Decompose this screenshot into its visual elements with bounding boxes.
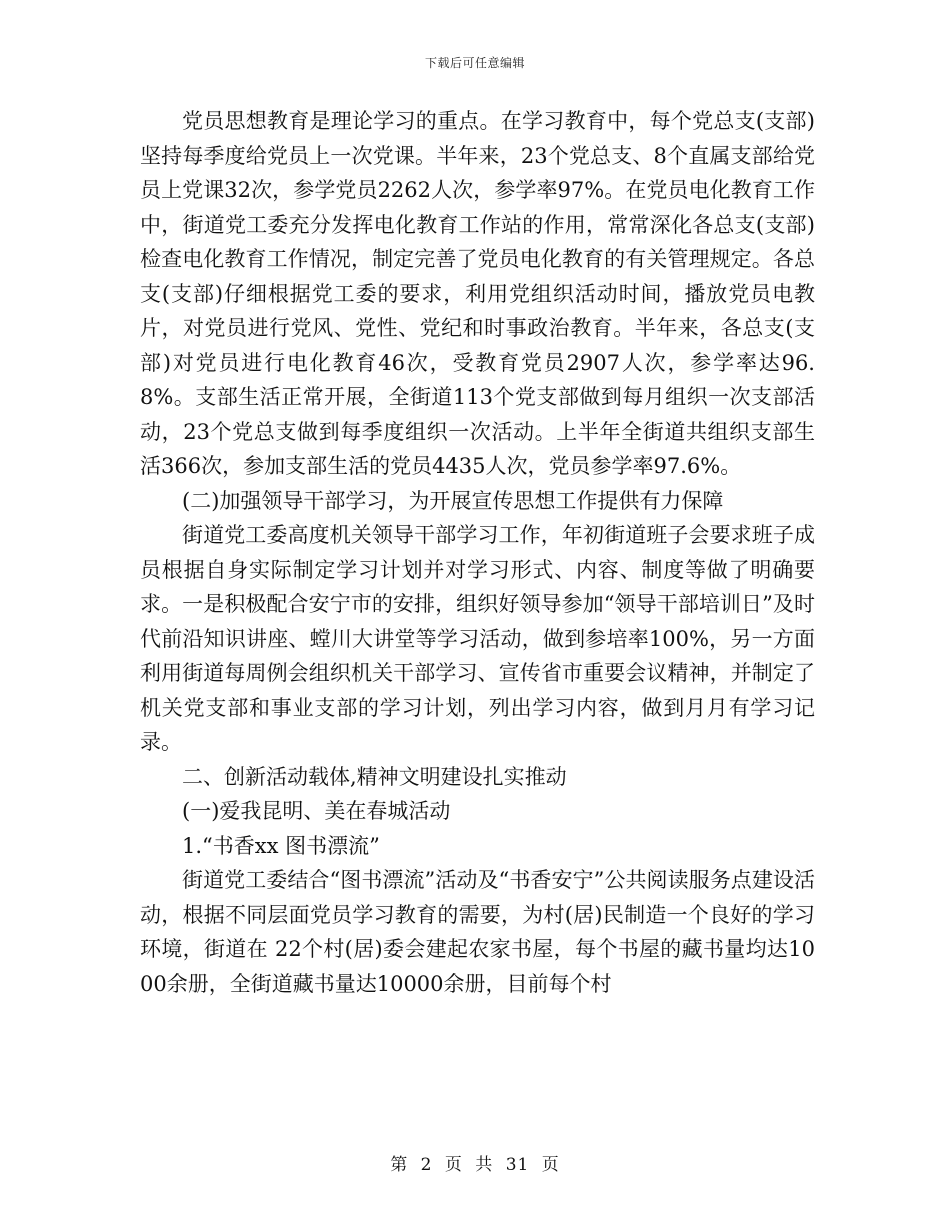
item-heading-book-drift: 1.“书香xx 图书漂流” [182,833,380,858]
page-header: 下载后可任意编辑 [424,56,525,70]
paragraph-book-drift: 街道党工委结合“图书漂流”活动及“书香安宁”公共阅读服务点建设活动，根据不同层面党员学习教育的需要，为村(居)民制造一个良好的学习环境，街道在 22个村(居)委会建起农家书屋，每个书屋的藏书量均达1000余册，全街道藏书量达10000余册，目前每个村 [140,868,815,996]
paragraph-leadership-study: 街道党工委高度机关领导干部学习工作，年初街道班子会要求班子成员根据自身实际制定学习计划并对学习形式、内容、制度等做了明确要求。一是积极配合安宁市的安排，组织好领导参加“领导干部培训日”及时代前沿知识讲座、螳川大讲堂等学习活动，做到参培率100%，另一方面利用街道每周例会组织机关干部学习、宣传省市重要会议精神，并制定了机关党支部和事业支部的学习计划，列出学习内容，做到月月有学习记录。 [140,523,815,754]
subheading-love-kunming: (一)爱我昆明、美在春城活动 [182,799,451,823]
page-number-footer: 第 2 页 共 31 页 [390,1155,560,1175]
paragraph-party-education: 党员思想教育是理论学习的重点。在学习教育中，每个党总支(支部)坚持每季度给党员上一次党课。半年来，23个党总支、8个直属支部给党员上党课32次，参学党员2262人次，参学率97%。在党员电化教育工作中，街道党工委充分发挥电化教育工作站的作用，常常深化各总支(支部)检查电化教育工作情况，制定完善了党员电化教育的有关管理规定。各总支(支部)仔细根据党工委的要求，利用党组织活动时间，播放党员电教片，对党员进行党风、党性、党纪和时事政治教育。半年来，各总支(支部)对党员进行电化教育46次，受教育党员2907人次，参学率达96.8%。支部生活正常开展，全街道113个党支部做到每月组织一次支部活动，23个党总支做到每季度组织一次活动。上半年全街道共组织支部生活366次，参加支部生活的党员4435人次，党员参学率97.6%。 [140,109,815,478]
section-heading-civilization: 二、创新活动载体,精神文明建设扎实推动 [182,764,567,789]
subheading-leadership-study: (二)加强领导干部学习，为开展宣传思想工作提供有力保障 [182,488,724,513]
document-body [140,104,815,1001]
